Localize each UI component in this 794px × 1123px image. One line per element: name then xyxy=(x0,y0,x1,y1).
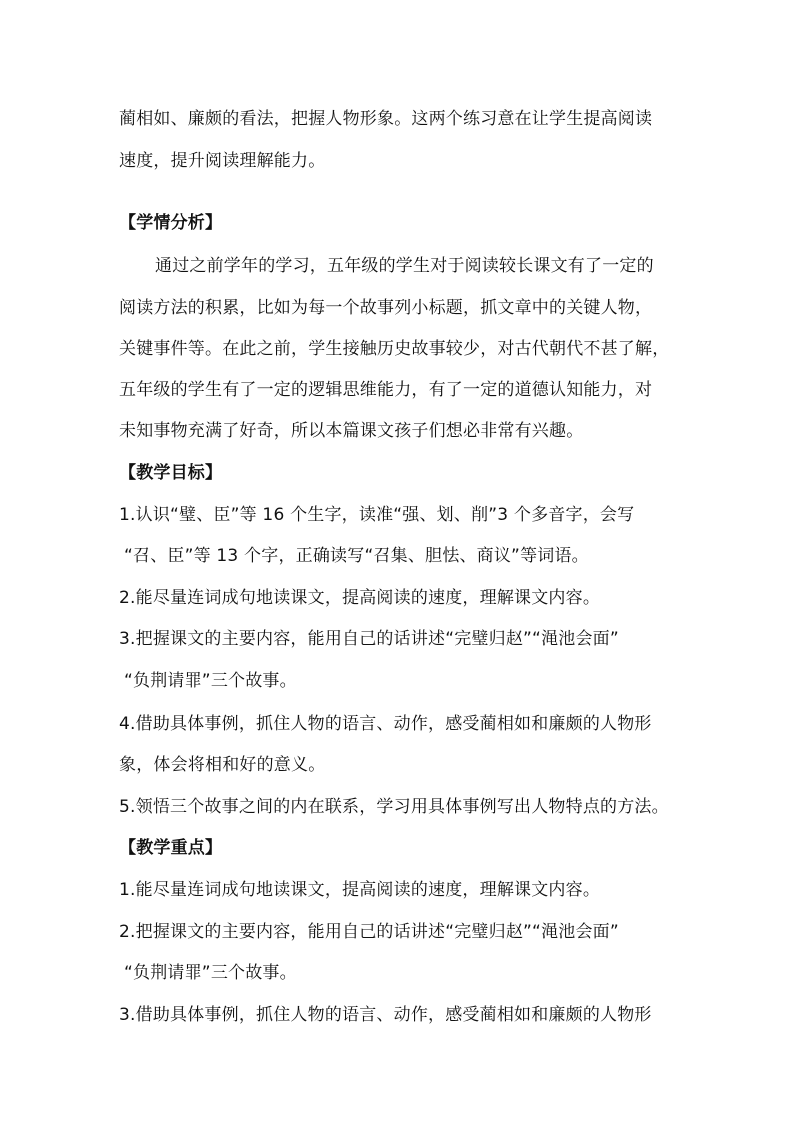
teaching-focus-line-4: 3.借助具体事例，抓住人物的语言、动作，感受蔺相如和廉颇的人物形 xyxy=(119,1005,652,1025)
teaching-goals-line-7: 象，体会将相和好的意义。 xyxy=(119,755,326,775)
teaching-goals-line-3: 2.能尽量连词成句地读课文，提高阅读的速度，理解课文内容。 xyxy=(119,588,601,608)
teaching-goals-line-6: 4.借助具体事例，抓住人物的语言、动作，感受蔺相如和廉颇的人物形 xyxy=(119,714,652,734)
learning-analysis-line-5: 未知事物充满了好奇，所以本篇课文孩子们想必非常有兴趣。 xyxy=(119,421,584,441)
teaching-focus-line-2: 2.把握课文的主要内容，能用自己的话讲述“完璧归赵”“渑池会面” xyxy=(119,922,619,942)
learning-analysis-heading: 【学情分析】 xyxy=(119,213,223,233)
learning-analysis-line-1: 通过之前学年的学习，五年级的学生对于阅读较长课文有了一定的 xyxy=(155,256,654,276)
teaching-goals-line-1: 1.认识“璧、臣”等 16 个生字，读准“强、划、削”3 个多音字，会写 xyxy=(119,505,635,525)
teaching-goals-line-2: “召、臣”等 13 个字，正确读写“召集、胆怯、商议”等词语。 xyxy=(124,546,589,566)
teaching-goals-line-8: 5.领悟三个故事之间的内在联系，学习用具体事例写出人物特点的方法。 xyxy=(119,797,669,817)
teaching-focus-heading: 【教学重点】 xyxy=(119,838,223,858)
intro-line-1: 蔺相如、廉颇的看法，把握人物形象。这两个练习意在让学生提高阅读 xyxy=(119,109,653,129)
teaching-goals-heading: 【教学目标】 xyxy=(119,463,223,483)
teaching-focus-line-3: “负荆请罪”三个故事。 xyxy=(124,963,297,983)
teaching-goals-line-5: “负荆请罪”三个故事。 xyxy=(124,671,297,691)
learning-analysis-line-3: 关键事件等。在此之前，学生接触历史故事较少，对古代朝代不甚了解， xyxy=(119,339,670,359)
teaching-goals-line-4: 3.把握课文的主要内容，能用自己的话讲述“完璧归赵”“渑池会面” xyxy=(119,629,619,649)
intro-line-2: 速度，提升阅读理解能力。 xyxy=(119,151,326,171)
learning-analysis-line-4: 五年级的学生有了一定的逻辑思维能力，有了一定的道德认知能力，对 xyxy=(119,380,653,400)
learning-analysis-line-2: 阅读方法的积累，比如为每一个故事列小标题，抓文章中的关键人物， xyxy=(119,298,653,318)
teaching-focus-line-1: 1.能尽量连词成句地读课文，提高阅读的速度，理解课文内容。 xyxy=(119,880,601,900)
